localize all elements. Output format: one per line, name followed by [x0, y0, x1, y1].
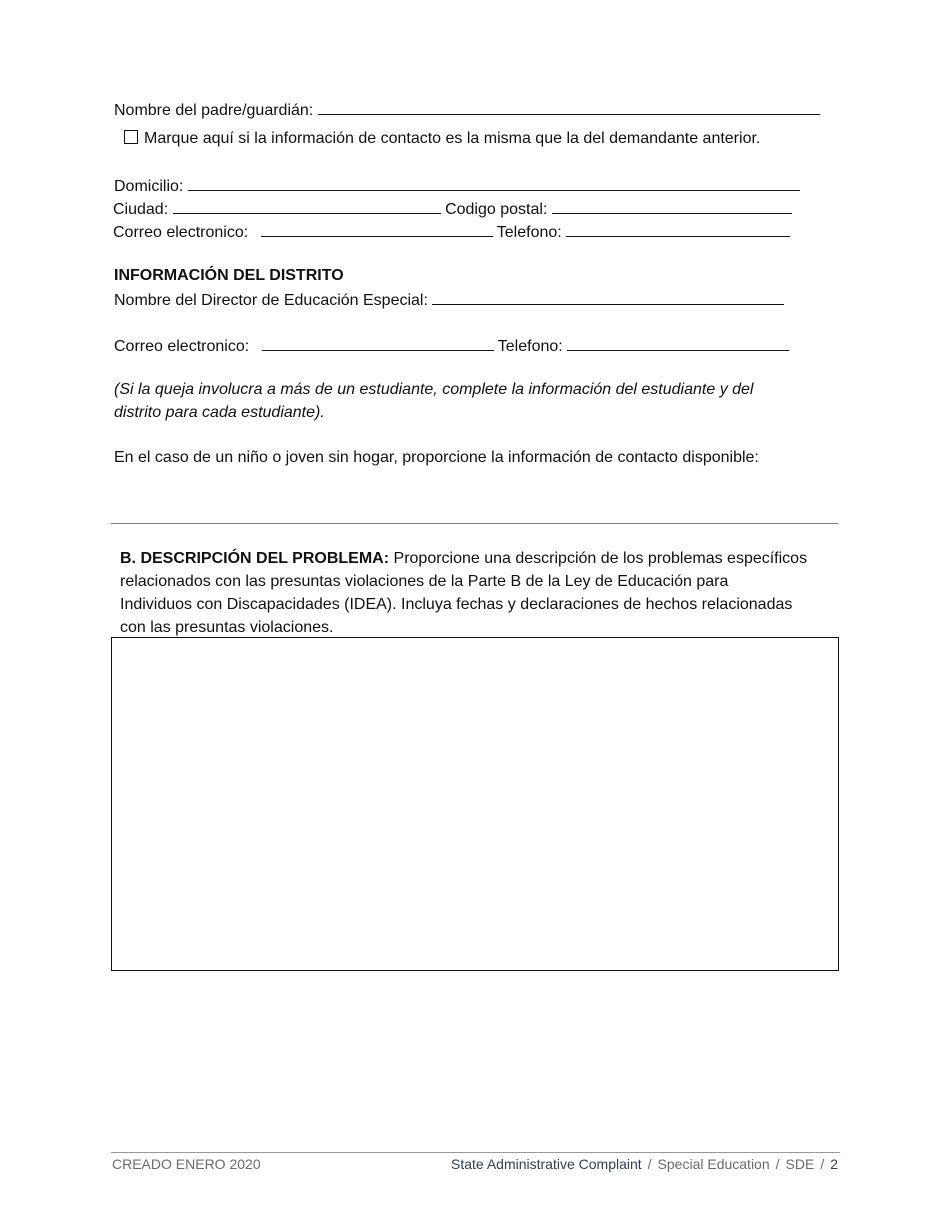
footer-separator: / [820, 1156, 825, 1172]
multi-student-note-line2: distrito para cada estudiante). [114, 404, 325, 421]
problem-description-box[interactable] [111, 637, 839, 971]
homeless-note: En el caso de un niño o joven sin hogar, proporcione la información de contacto disponible: [114, 449, 759, 466]
district-phone-field[interactable] [567, 335, 789, 351]
footer-agency: SDE [785, 1156, 815, 1172]
parent-contact-row [113, 221, 790, 243]
footer-separator: / [775, 1156, 780, 1172]
district-email-label: Correo electronico: [114, 338, 250, 355]
district-phone-label: Telefono: [497, 338, 563, 355]
footer-doc-title: State Administrative Complaint [451, 1156, 642, 1172]
section-b-intro [120, 547, 840, 639]
parent-name-label: Nombre del padre/guardián: [114, 102, 314, 119]
parent-email-label: Correo electronico: [113, 224, 249, 241]
zip-field[interactable] [552, 198, 792, 214]
city-zip-row [113, 198, 792, 220]
parent-email-field[interactable] [261, 221, 493, 237]
district-contact-row [114, 335, 789, 357]
director-field[interactable] [432, 289, 784, 305]
zip-label: Codigo postal: [445, 201, 548, 218]
footer-meta [451, 1156, 838, 1172]
director-label: Nombre del Director de Educación Especial: [114, 292, 428, 309]
section-b-line3: Individuos con Discapacidades (IDEA). Incluya fechas y declaraciones de hechos relacionadas [120, 596, 793, 613]
district-email-field[interactable] [262, 335, 494, 351]
parent-phone-label: Telefono: [496, 224, 562, 241]
footer-division: Special Education [657, 1156, 770, 1172]
parent-name-field[interactable] [318, 99, 820, 115]
same-contact-checkbox[interactable] [124, 130, 138, 144]
footer-created: CREADO ENERO 2020 [112, 1156, 261, 1172]
address-field[interactable] [188, 175, 800, 191]
city-label: Ciudad: [113, 201, 169, 218]
section-b-line4: con las presuntas violaciones. [120, 619, 334, 636]
multi-student-note-line1: (Si la queja involucra a más de un estudiante, complete la información del estudiante y del [114, 381, 754, 398]
footer-separator: / [647, 1156, 652, 1172]
same-contact-row [124, 129, 760, 149]
city-field[interactable] [173, 198, 441, 214]
parent-name-row [114, 99, 820, 121]
address-label: Domicilio: [114, 178, 184, 195]
parent-phone-field[interactable] [566, 221, 790, 237]
director-row [114, 289, 784, 311]
section-b-heading: B. DESCRIPCIÓN DEL PROBLEMA: [120, 550, 390, 567]
footer-page-number: 2 [830, 1156, 838, 1172]
footer-rule [111, 1152, 840, 1153]
multi-student-note [114, 378, 834, 424]
district-heading: INFORMACIÓN DEL DISTRITO [114, 267, 344, 284]
address-row [114, 175, 800, 197]
section-b-line2: relacionados con las presuntas violaciones de la Parte B de la Ley de Educación para [120, 573, 729, 590]
section-divider [111, 523, 838, 524]
section-b-line1 [120, 547, 840, 570]
section-b-intro-text: Proporcione una descripción de los problemas específicos [393, 550, 808, 567]
same-contact-label: Marque aquí si la información de contacto es la misma que la del demandante anterior. [144, 130, 761, 147]
